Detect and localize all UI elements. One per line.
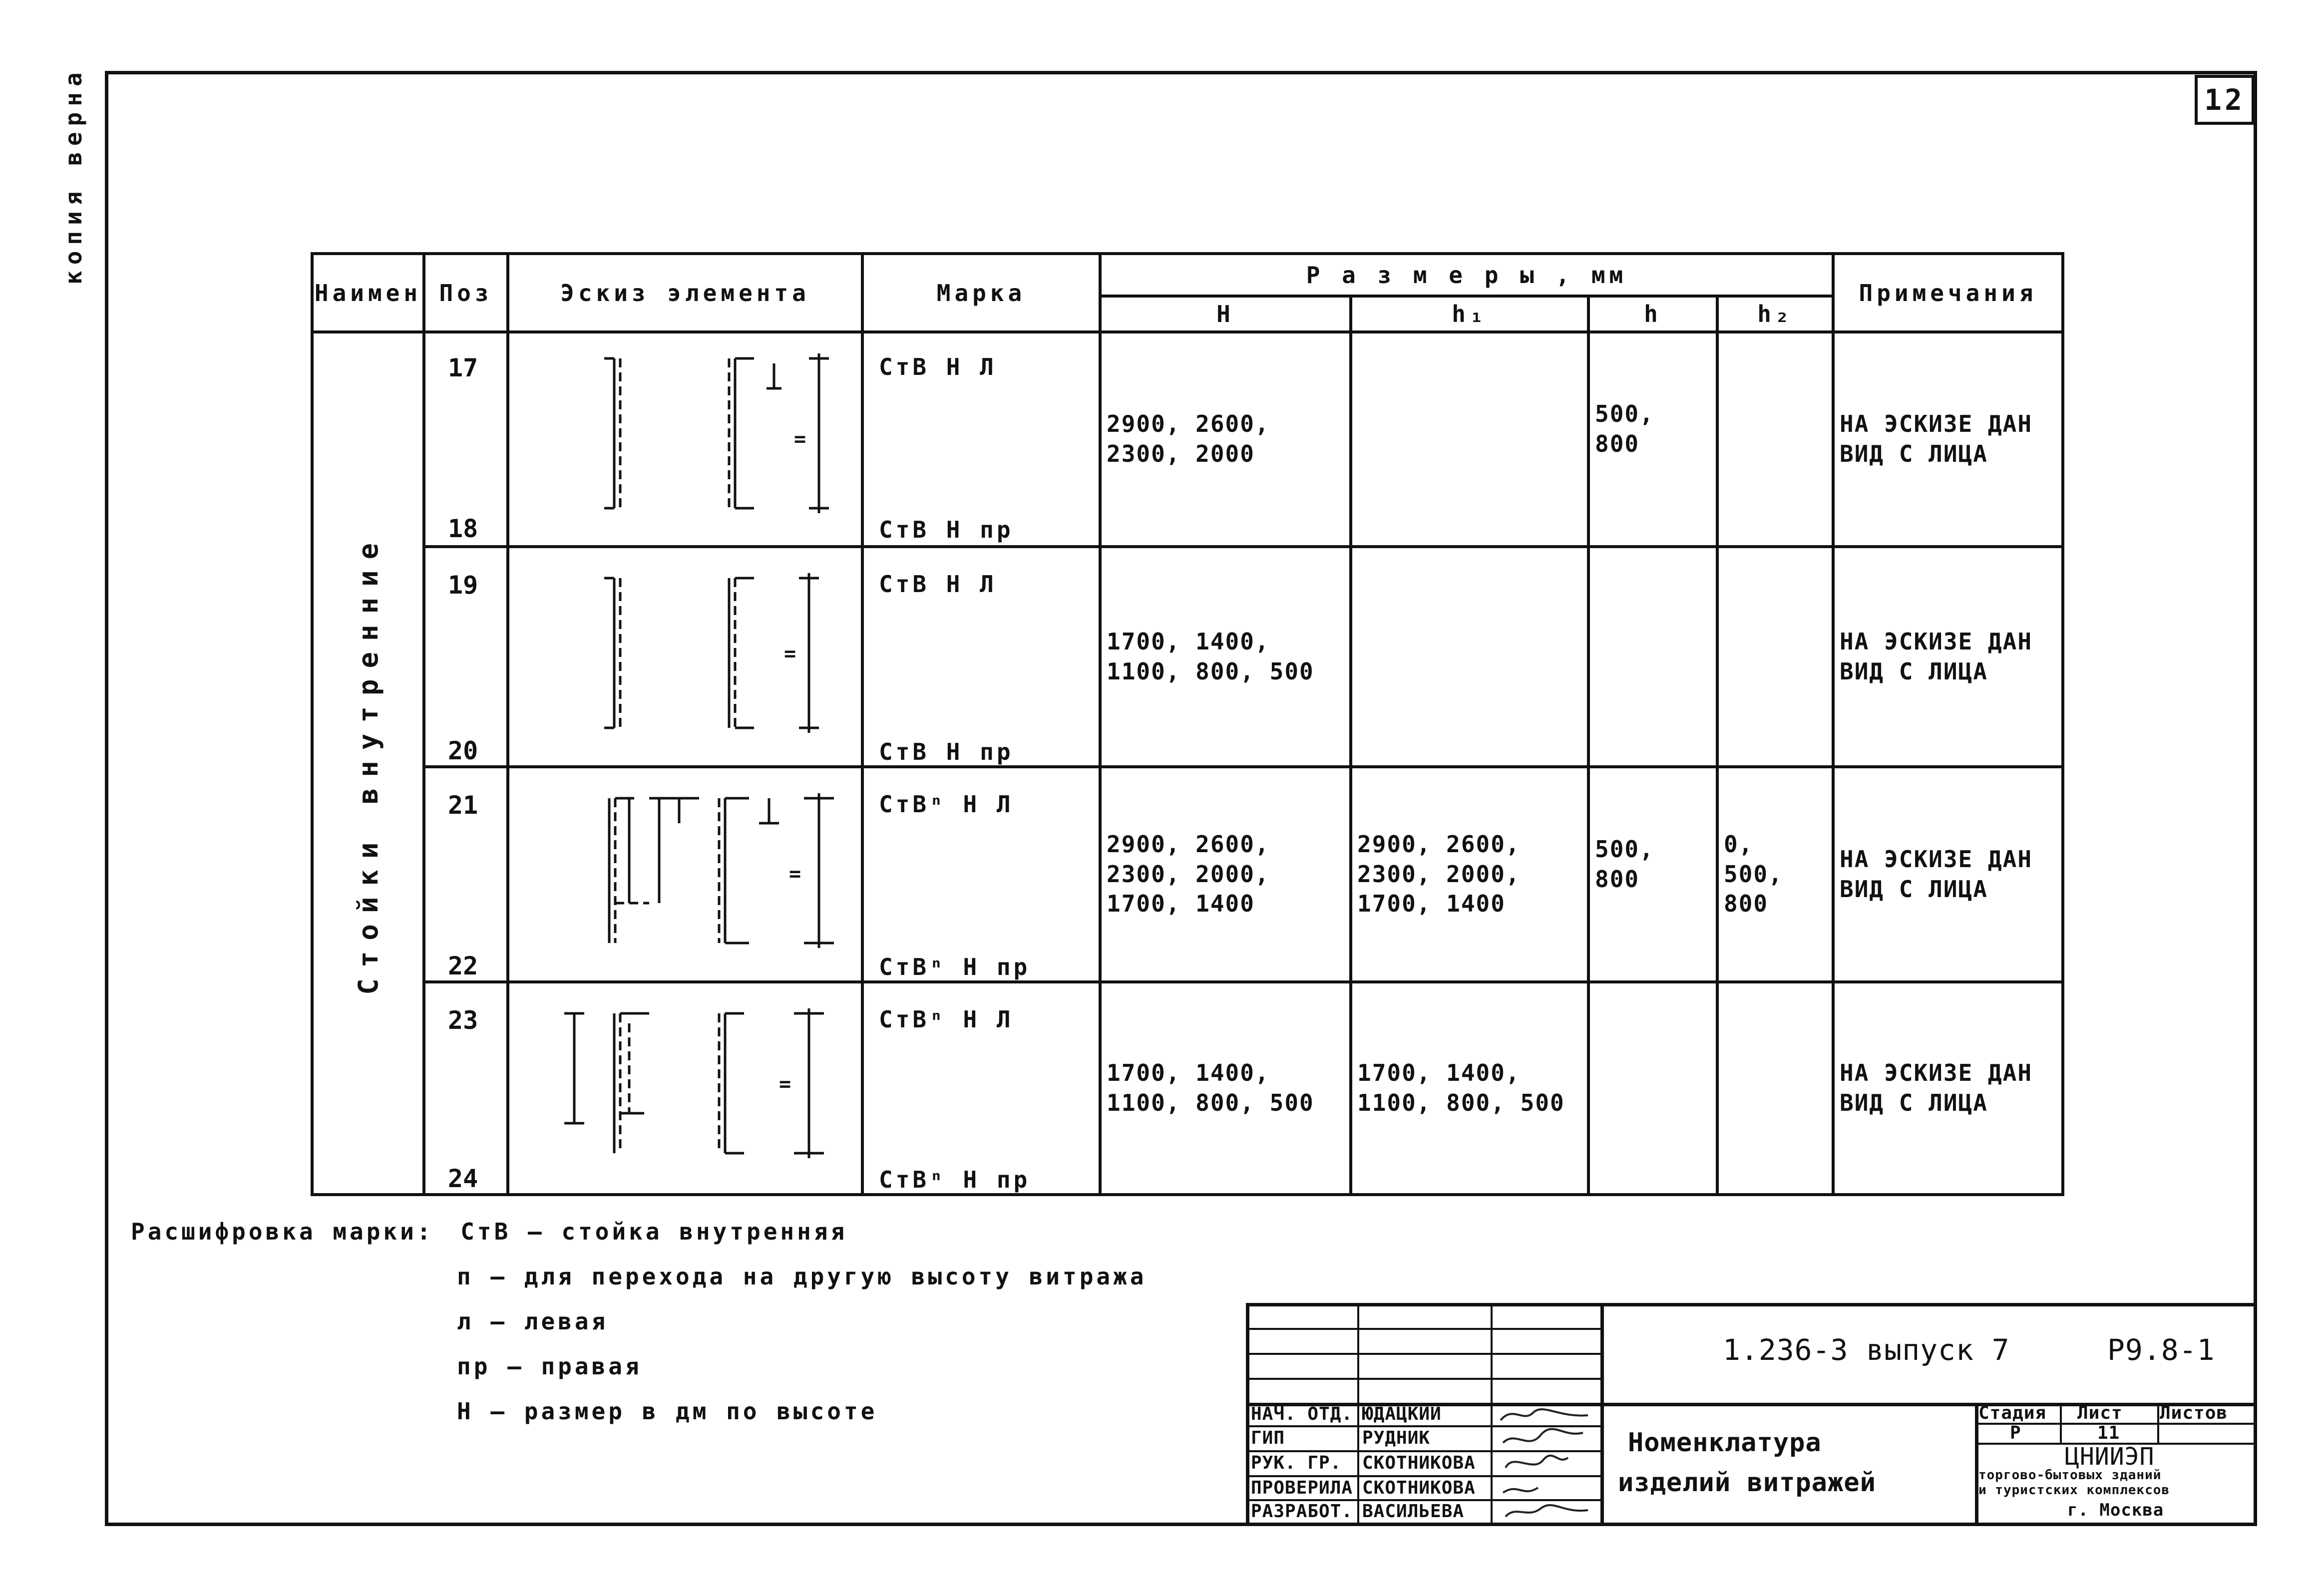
sketch-post-19-20 [509,548,859,763]
mark-b: СтВ Н пр [879,738,1014,765]
sheet-number: 12 [2195,75,2255,125]
stage-value: Р [2010,1423,2021,1443]
pos-cell [424,982,508,1195]
tb-row [1246,1378,1600,1380]
size-H: 1700, 1400, 1100, 800, 500 [1107,1059,1314,1116]
header-H: H [1100,296,1351,332]
signatures [1493,1403,1598,1523]
mark-a: СтВⁿ Н Л [879,791,1014,818]
group-cell [312,332,424,1195]
header-mark: Марка [862,254,1100,332]
table-row [312,332,2063,547]
note: НА ЭСКИЗЕ ДАН ВИД С ЛИЦА [1840,1059,2033,1116]
svg-text:=: = [779,1073,791,1096]
frame-right [2254,71,2257,1526]
size-h1: 2900, 2600, 2300, 2000, 1700, 1400 [1357,830,1521,918]
pos-cell [424,332,508,547]
role-name: СКОТНИКОВА [1362,1453,1476,1473]
pos-a: 21 [448,791,478,820]
sketch-post-21-22 [509,768,859,978]
header-pos: Поз [424,254,508,332]
mark-a: СтВ Н Л [879,353,997,380]
sketch-post-17-18 [509,333,859,543]
note: НА ЭСКИЗЕ ДАН ВИД С ЛИЦА [1840,845,2033,903]
table-row [312,767,2063,982]
mark-b: СтВ Н пр [879,516,1014,543]
frame-bottom [105,1523,2257,1526]
legend-item: Н — размер в дм по высоте [457,1398,878,1425]
role-name: СКОТНИКОВА [1362,1478,1476,1498]
doc-code: 1.236-3 выпуск 7 [1723,1333,2010,1367]
mark-cell [862,332,1100,547]
sketch-cell [508,767,862,982]
sheet-label: Лист [2077,1403,2123,1423]
tb-col [1975,1403,1978,1523]
org-line: и туристских комплексов [1978,1483,2170,1498]
table-row [312,547,2063,767]
pos-b: 20 [448,736,478,765]
mark-b: СтВⁿ Н пр [879,953,1031,980]
doc-title-line2: изделий витражей [1618,1468,1876,1498]
org-city: г. Москва [2067,1500,2164,1520]
header-h2: h₂ [1717,296,1833,332]
role-label: РАЗРАБОТ. [1251,1501,1353,1522]
header-sketch: Эскиз элемента [508,254,862,332]
pos-b: 18 [448,514,478,543]
svg-text:=: = [784,642,796,665]
pos-b: 24 [448,1164,478,1193]
tb-left [1246,1303,1249,1523]
sketch-post-23-24 [509,983,859,1191]
sheets-label: Листов [2160,1403,2228,1423]
doc-title-line1: Номенклатура [1628,1428,1822,1458]
size-H: 2900, 2600, 2300, 2000 [1107,410,1270,467]
sheet-value: 11 [2097,1423,2120,1443]
pos-cell [424,767,508,982]
mark-b: СтВⁿ Н пр [879,1166,1031,1193]
role-label: НАЧ. ОТД. [1251,1404,1353,1424]
sketch-cell [508,982,862,1195]
header-h1: h₁ [1351,296,1588,332]
legend-item: СтВ — стойка внутренняя [460,1218,848,1245]
mark-cell [862,767,1100,982]
size-h: 500, 800 [1595,400,1654,457]
frame-top [105,71,2257,74]
tb-row [1246,1353,1600,1355]
legend-item: п — для перехода на другую высоту витража [457,1263,1147,1290]
role-name: РУДНИК [1362,1428,1431,1448]
pos-a: 23 [448,1006,478,1035]
table-row [312,982,2063,1195]
role-name: ЮДАЦКИЙ [1362,1404,1442,1424]
header-sizes: Р а з м е р ы , мм [1100,254,1833,296]
header-name: Наимен [312,254,424,332]
sketch-cell [508,547,862,767]
frame-left [105,71,108,1526]
sketch-cell [508,332,862,547]
mark-cell [862,547,1100,767]
size-h: 500, 800 [1595,835,1654,893]
tb-row [1246,1328,1600,1330]
role-name: ВАСИЛЬЕВА [1362,1501,1465,1522]
size-h1: 1700, 1400, 1100, 800, 500 [1357,1059,1565,1116]
header-h: h [1588,296,1717,332]
role-label: РУК. ГР. [1251,1453,1342,1473]
pos-a: 17 [448,353,478,382]
legend-title [131,1218,847,1245]
svg-text:=: = [794,428,806,451]
size-h2: 0, 500, 800 [1724,830,1783,918]
tb-col [1357,1303,1359,1523]
pos-a: 19 [448,571,478,600]
legend-title-text: Расшифровка марки: [131,1218,434,1245]
note: НА ЭСКИЗЕ ДАН ВИД С ЛИЦА [1840,628,2033,685]
legend-item: пр — правая [457,1353,642,1380]
header-notes: Примечания [1833,254,2063,332]
stage-label: Стадия [1978,1403,2047,1423]
tb-col [1491,1303,1493,1523]
tb-col [1600,1303,1604,1523]
pos-cell [424,547,508,767]
org-line: торгово-бытовых зданий [1978,1468,2162,1483]
pos-b: 22 [448,952,478,980]
nomenclature-table [311,252,2064,1196]
svg-text:=: = [789,863,801,886]
tb-top [1246,1303,2257,1306]
group-label: Стойки внутренние [352,532,384,995]
doc-number: Р9.8-1 [2107,1333,2215,1367]
role-label: ПРОВЕРИЛА [1251,1478,1353,1498]
copy-verified-stamp: копия верна [60,66,87,285]
mark-a: СтВⁿ Н Л [879,1006,1014,1033]
role-label: ГИП [1251,1428,1285,1448]
size-H: 2900, 2600, 2300, 2000, 1700, 1400 [1107,830,1270,918]
mark-a: СтВ Н Л [879,571,997,598]
legend-item: л — левая [457,1308,609,1335]
size-H: 1700, 1400, 1100, 800, 500 [1107,628,1314,685]
org-name: ЦНИИЭП [2065,1443,2155,1471]
mark-cell [862,982,1100,1195]
note: НА ЭСКИЗЕ ДАН ВИД С ЛИЦА [1840,410,2033,467]
